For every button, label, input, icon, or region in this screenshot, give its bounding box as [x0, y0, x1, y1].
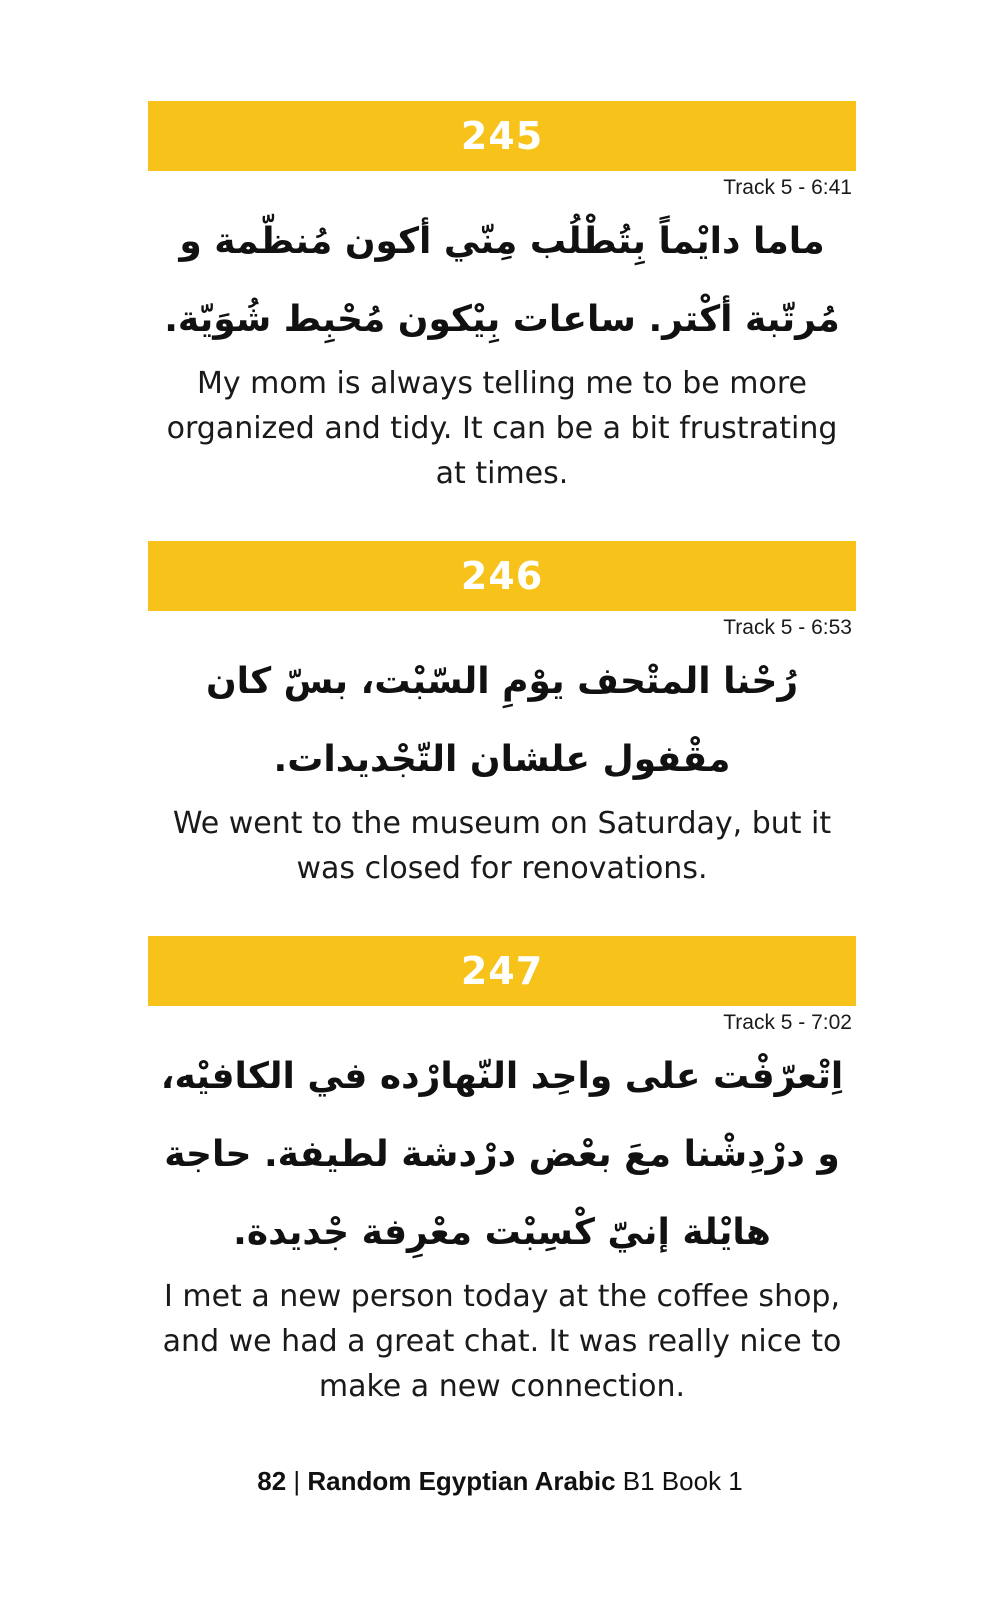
arabic-sentence: اِتْعرّفْت على واحِد النّهارْده في الكافيْه، و درْدِشْنا معَ بعْض درْدشة لطيفة. حاجة هايْلة إنيّ كْسِبْت معْرِفة جْديدة.: [160, 1056, 844, 1253]
english-translation: My mom is always telling me to be more organized and tidy. It can be a bit frustrating at times.: [166, 366, 838, 491]
english-translation: I met a new person today at the coffee shop, and we had a great chat. It was really nice to make a new connection.: [162, 1279, 842, 1404]
entry-number-bar: [148, 101, 856, 171]
book-title: Random Egyptian Arabic: [307, 1466, 616, 1496]
page-footer: [0, 1466, 1000, 1497]
entry-number: 245: [460, 114, 544, 158]
audio-track-time: Track 5 - 7:02: [723, 1011, 852, 1034]
arabic-sentence: ماما دايْماً بِتُطْلُب مِنّي أكون مُنظّمة و مُرتّبة أكْتر. ساعات بِيْكون مُحْبِط شُوَيّة.: [164, 221, 840, 340]
phrase-entry-247: [148, 936, 856, 1409]
english-translation: We went to the museum on Saturday, but it was closed for renovations.: [172, 806, 832, 886]
audio-track-time: Track 5 - 6:53: [723, 616, 852, 639]
footer-separator: |: [286, 1466, 308, 1496]
entry-number-bar: [148, 936, 856, 1006]
entry-number: 247: [460, 949, 544, 993]
entry-number-bar: [148, 541, 856, 611]
phrase-entry-246: [148, 541, 856, 891]
book-level: B1 Book 1: [615, 1466, 743, 1496]
arabic-sentence: رُحْنا المتْحف يوْمِ السّبْت، بسّ كان مقْفول علشان التّجْديدات.: [205, 661, 799, 780]
phrase-entry-245: [148, 101, 856, 496]
page-number: 82: [257, 1466, 287, 1496]
entry-number: 246: [460, 554, 544, 598]
audio-track-time: Track 5 - 6:41: [723, 176, 852, 199]
